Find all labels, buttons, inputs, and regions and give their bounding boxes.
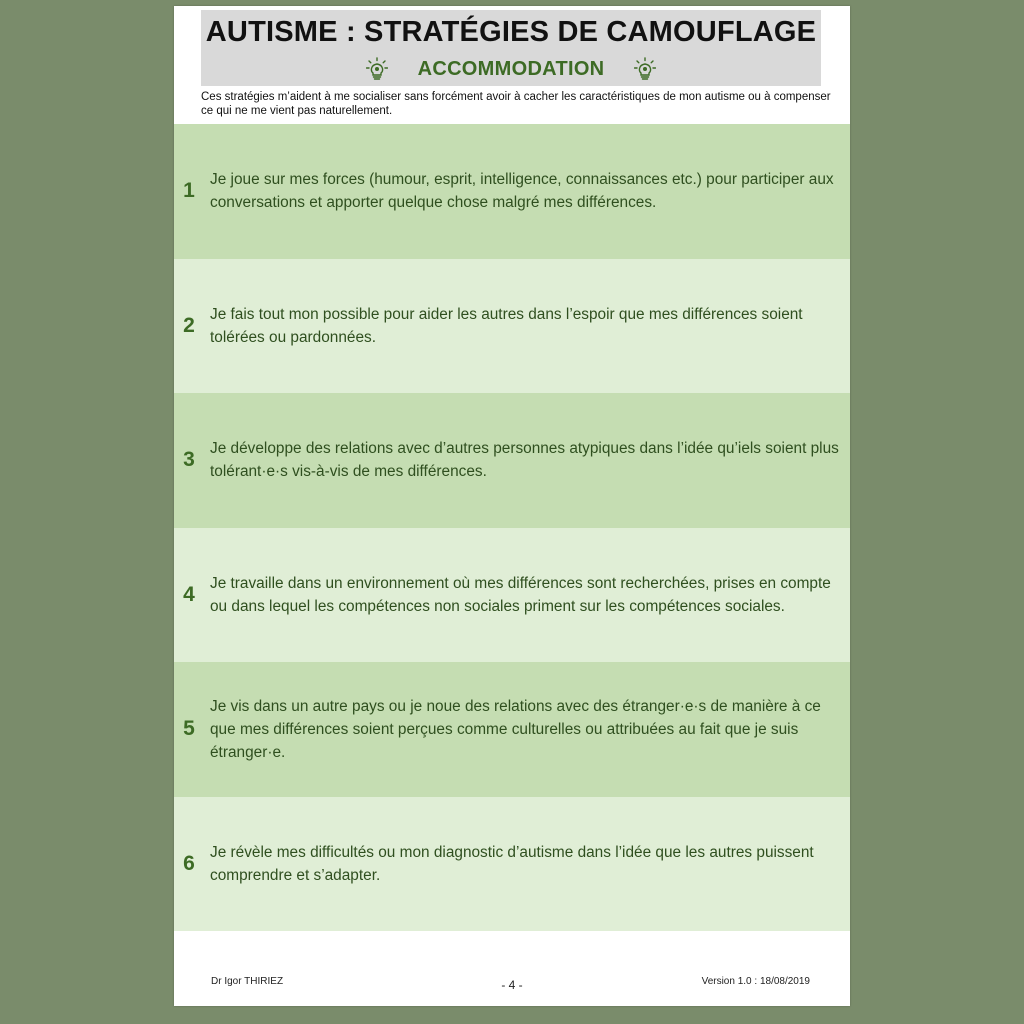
strategy-text: Je révèle mes difficultés ou mon diagnostic d’autisme dans l’idée que les autres puissent comprendre et s’adapter. (210, 843, 814, 884)
lightbulb-icon (634, 57, 656, 81)
strategy-number: 2 (183, 313, 195, 337)
footer-author: Dr Igor THIRIEZ (211, 976, 284, 987)
strategy-number: 1 (183, 179, 195, 203)
strategy-row (174, 124, 850, 259)
title-banner (201, 10, 821, 86)
strategy-number: 6 (183, 851, 195, 875)
strategy-row (174, 259, 850, 394)
strategy-number: 3 (183, 448, 195, 472)
document-page (174, 6, 850, 1006)
strategy-row (174, 662, 850, 797)
strategy-text: Je développe des relations avec d’autres personnes atypiques dans l’idée qu’iels soient plus tolérant·e·s vis-à-vis de mes différences. (210, 440, 839, 481)
intro-text: Ces stratégies m’aident à me socialiser sans forcément avoir à cacher les caractéristiques de mon autisme ou à compenser ce qui ne me vient pas naturellement. (201, 91, 831, 117)
footer-version: Version 1.0 : 18/08/2019 (701, 976, 810, 987)
strategy-number: 4 (183, 582, 195, 606)
strategy-text: Je fais tout mon possible pour aider les autres dans l’espoir que mes différences soient tolérées ou pardonnées. (210, 305, 803, 346)
lightbulb-icon (366, 57, 388, 81)
strategy-text: Je travaille dans un environnement où mes différences sont recherchées, prises en compte ou dans lequel les compétences non sociales priment sur les compétences sociales. (210, 574, 831, 615)
strategy-row (174, 797, 850, 932)
page-number: - 4 - (501, 978, 523, 992)
strategy-list (174, 124, 850, 931)
strategy-text: Je joue sur mes forces (humour, esprit, intelligence, connaissances etc.) pour participer aux conversations et apporter quelque chose malgré mes différences. (210, 171, 834, 212)
page-title: AUTISME : STRATÉGIES DE CAMOUFLAGE (205, 16, 817, 48)
strategy-text: Je vis dans un autre pays ou je noue des relations avec des étranger·e·s de manière à ce que mes différences soient perçues comme culturelles ou attribuées au fait que je suis étranger·e. (210, 697, 821, 761)
strategy-row (174, 528, 850, 663)
subtitle-row (201, 56, 821, 82)
page-footer (174, 974, 850, 994)
section-subtitle: ACCOMMODATION (417, 57, 605, 80)
strategy-number: 5 (183, 717, 195, 741)
strategy-row (174, 393, 850, 528)
